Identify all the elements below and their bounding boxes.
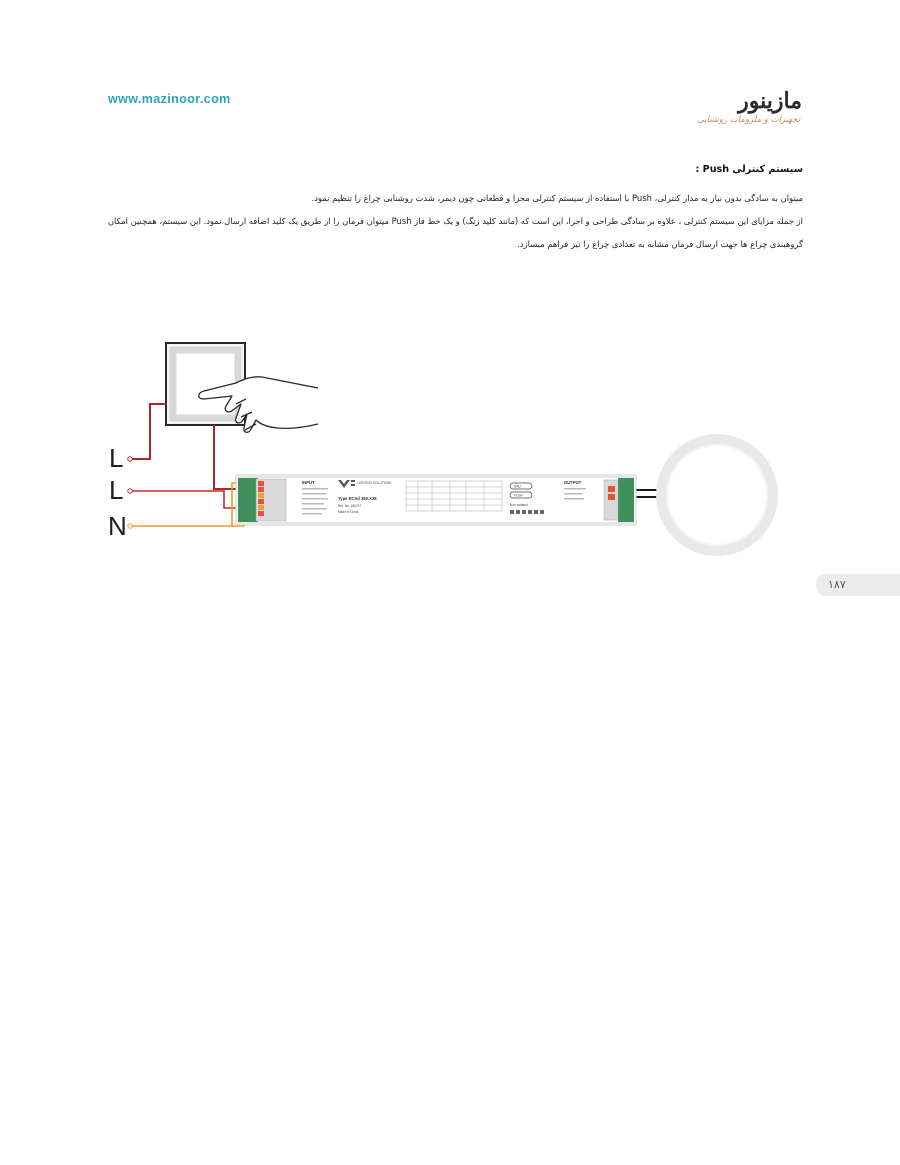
driver-output-label: OUTPUT xyxy=(564,480,582,485)
page-number: ۱۸۷ xyxy=(828,578,846,591)
led-driver xyxy=(236,475,636,525)
terminal-label-phase-1: L xyxy=(109,443,124,473)
website-url[interactable]: www.mazinoor.com xyxy=(108,92,231,106)
driver-protocol-dali: DALI xyxy=(514,484,522,489)
terminal-label-phase-2: L xyxy=(109,475,124,505)
driver-type-label: Type ECXd 350.X28 xyxy=(338,496,377,501)
logo-wordmark: مازینور xyxy=(738,88,802,114)
page-number-tab xyxy=(816,574,900,596)
logo-tagline: تجهیزات و ملزومات روشنایی xyxy=(697,115,800,125)
driver-origin-label: Made in China xyxy=(338,510,359,514)
driver-brand-name: LIGHTING SOLUTIONS xyxy=(357,481,392,485)
ring-luminaire xyxy=(661,439,773,551)
section-title: سیستم کنترلی Push : xyxy=(695,164,803,175)
driver-ref-label: Ref. No. 186707 xyxy=(338,504,362,508)
paragraph-advantages: از جمله مزایای این سیستم کنترلی ، علاوه بر سادگی طراحی و اجرا، این است که (مانند کلید زنگ) و یک خط فاز Push میتوان فرمان را از طریق یک کلید اضافه ارسال نمود. این سیستم، همچنین امکان گروهبندی چراغ ها جهت ارسال فرمان مشابه به تعدادی چراغ را نیز فراهم میسازد. xyxy=(107,216,803,249)
ring-luminaire-inner-edge xyxy=(667,445,767,545)
driver-protocol-push: PUSH xyxy=(514,493,523,498)
driver-input-title: INPUT xyxy=(302,480,315,485)
paragraph-intro: میتوان به سادگی بدون نیاز به مدار کنترلی، Push با استفاده از سیستم کنترلی مجزا و قطعاتی چون دیمر، شدت روشنایی چراغ را تنظیم نمود. xyxy=(311,193,803,203)
driver-isolation-label: Non isolated xyxy=(510,503,528,507)
terminal-label-neutral: N xyxy=(108,511,127,541)
terminal-labels xyxy=(108,443,132,541)
